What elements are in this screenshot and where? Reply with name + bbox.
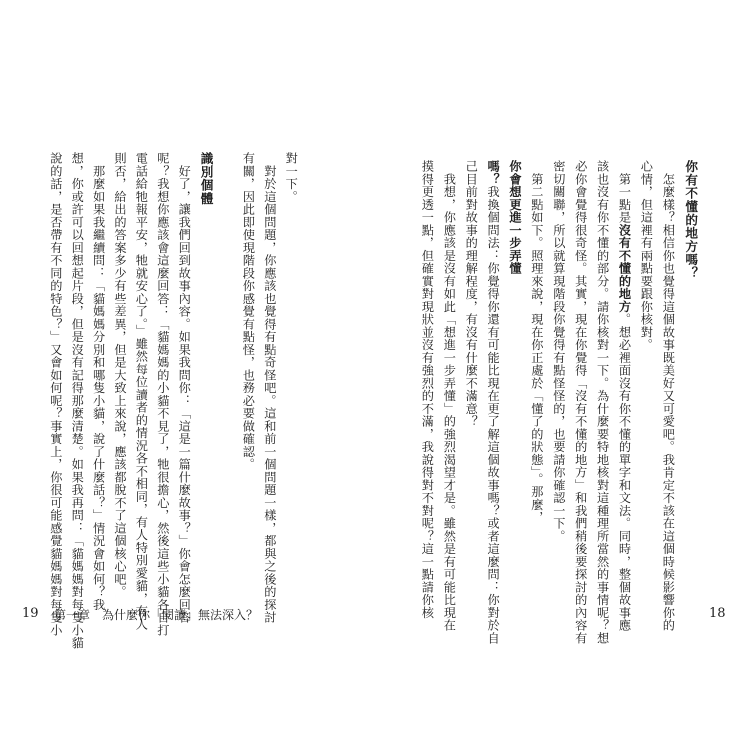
text-column: 摸得更透一點，但確實對現狀並沒有強烈的不滿，我說得對不對呢？這一點請你核 <box>420 160 435 619</box>
text-column: 對於這個問題，你應該也覺得有點奇怪吧。這和前一個問題一樣，都與之後的探討 <box>262 152 277 624</box>
emphasized-text: 沒有不懂的地方 <box>617 223 632 313</box>
section-heading: 識別個體 <box>198 152 214 206</box>
text-column: 該也沒有你不懂的部分。請你核對一下。為什麼要特地核對這種理所當然的事情呢？想 <box>595 160 610 645</box>
text-run: 我換個問法：你覺得你還有可能比現在更了解這個故事嗎？或者這麼問：你對於自 <box>486 185 501 645</box>
text-column <box>509 160 521 275</box>
text-column: 說的話，是否帶有不同的特色？」又會如何呢？事實上，你很可能感覺貓媽媽對每隻小 <box>48 152 63 637</box>
text-column <box>487 160 499 645</box>
text-column: 則否，給出的答案多少有些差異，但是大致上來說，應該都脫不了這個核心吧。 <box>113 152 127 599</box>
emphasized-text: 你會想更進一步弄懂 <box>508 160 522 275</box>
text-column: 心情，但這裡有兩點要跟你核對。 <box>639 160 654 352</box>
text-run: 。想必裡面沒有你不懂的單字和文法。同時，整個故事應 <box>617 313 632 632</box>
text-column: 必你會覺得很奇怪。其實，現在你覺得「沒有不懂的地方」和我們稍後要探討的內容有 <box>573 160 588 645</box>
text-run: 第一點是 <box>617 160 632 224</box>
text-column <box>618 160 630 632</box>
text-column: 怎麼樣？相信你也覺得這個故事既美好又可愛吧。我肯定不該在這個時候影響你的 <box>661 160 676 632</box>
page-number-right: 18 <box>709 606 726 621</box>
text-column: 好了，讓我們回到故事內容。如果我問你：「這是一篇什麼故事？」你會怎麼回答 <box>177 152 192 624</box>
emphasized-text: 嗎？ <box>486 160 501 186</box>
text-column: 第二點如下。照理來說，現在你正處於「懂了的狀態」。那麼， <box>529 160 544 524</box>
text-column: 密切關聯，所以就算現階段你覺得有點怪怪的，也要請你確認一下。 <box>551 160 566 543</box>
text-column: 想，你或許可以回想起片段，但是沒有記得那麼清楚。如果我再問：「貓媽媽對每隻小貓 <box>70 152 85 650</box>
text-column: 有關，因此即使現階段你感覺有點怪，也務必要做確認。 <box>241 152 256 471</box>
text-column: 呢？我想你應該會這麼回答：「貓媽媽的小貓不見了，牠很擔心，然後這些小貓各自打 <box>155 152 170 637</box>
running-footer: 第一章 為什麼你「閱讀」無法深入？ <box>54 608 259 622</box>
text-column: 那麼如果我繼續問：「貓媽媽分別和哪隻小貓，說了什麼話？」情況會如何？我 <box>91 152 106 611</box>
text-column: 電話給牠報平安，牠就安心了。」雖然每位讀者的情況各不相同，有人特別愛貓，有人 <box>134 152 149 631</box>
section-heading: 你有不懂的地方嗎？ <box>683 160 699 280</box>
text-column: 對一下。 <box>284 152 299 203</box>
page-number-left: 19 <box>22 606 39 621</box>
text-column: 我想，你應該是沒有如此「想進一步弄懂」的強烈渴望才是。雖然是有可能比現在 <box>442 160 457 632</box>
text-column: 己目前對故事的理解程度，有沒有什麼不滿意？ <box>464 160 479 428</box>
